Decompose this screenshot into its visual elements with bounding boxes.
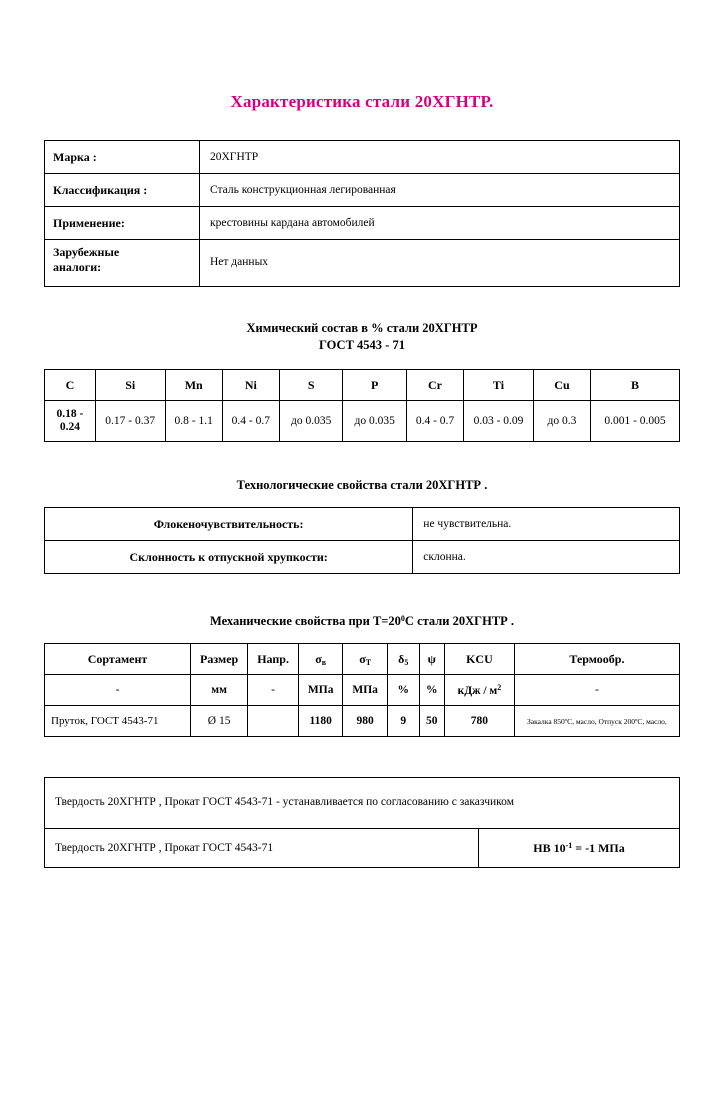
hardness-label: Твердость 20ХГНТР , Прокат ГОСТ 4543-71 — [45, 829, 479, 868]
info-label-analogi-line2: аналоги: — [53, 260, 102, 274]
mech-unit-sigma-v: МПа — [298, 675, 342, 706]
table-row — [45, 829, 680, 868]
chem-standard: ГОСТ 4543 - 71 — [319, 338, 405, 352]
chem-header-cr: Cr — [406, 370, 463, 401]
mech-header-sigma-v — [298, 644, 342, 675]
chem-value-mn: 0.8 - 1.1 — [165, 401, 222, 442]
chem-header-b: B — [591, 370, 680, 401]
info-label-analogi-line1: Зарубежные — [53, 245, 120, 259]
spacer — [44, 629, 680, 643]
chem-value-p: до 0.035 — [343, 401, 407, 442]
mech-value-sigma-t: 980 — [343, 706, 387, 737]
chem-value-cu: до 0.3 — [533, 401, 590, 442]
info-label-klassifikaciya: Классификация : — [45, 174, 200, 207]
chem-header-p: P — [343, 370, 407, 401]
table-row — [45, 141, 680, 174]
spacer — [44, 574, 680, 614]
mechanical-properties-table — [44, 643, 680, 737]
mech-unit-kcu-text: кДж / м — [457, 685, 498, 697]
chem-value-s: до 0.035 — [279, 401, 343, 442]
mech-value-razmer: Ø 15 — [191, 706, 248, 737]
chem-header-mn: Mn — [165, 370, 222, 401]
table-row — [45, 401, 680, 442]
mech-value-sortament: Пруток, ГОСТ 4543-71 — [45, 706, 191, 737]
mech-heading-part2: С стали 20ХГНТР . — [404, 614, 515, 628]
chem-header-c: C — [45, 370, 96, 401]
mech-heading — [44, 614, 680, 629]
mech-header-sigma-v-symbol: σ — [315, 651, 322, 666]
chem-value-si: 0.17 - 0.37 — [95, 401, 165, 442]
mech-unit-kcu-sup: 2 — [497, 683, 502, 692]
mech-header-delta-symbol: δ — [398, 651, 405, 666]
document-page — [0, 92, 724, 1116]
table-row — [45, 240, 680, 287]
hardness-value-part2: = -1 МПа — [572, 840, 625, 855]
chem-header-cu: Cu — [533, 370, 590, 401]
chem-header-si: Si — [95, 370, 165, 401]
info-value-klassifikaciya: Сталь конструкционная легированная — [200, 174, 680, 207]
info-label-marka: Марка : — [45, 141, 200, 174]
chem-value-ti: 0.03 - 0.09 — [464, 401, 534, 442]
chem-value-b: 0.001 - 0.005 — [591, 401, 680, 442]
info-label-primenenie: Применение: — [45, 207, 200, 240]
mech-value-sigma-v: 1180 — [298, 706, 342, 737]
spacer — [44, 493, 680, 507]
page-title: Характеристика стали 20ХГНТР. — [230, 92, 494, 111]
chem-value-ni: 0.4 - 0.7 — [222, 401, 279, 442]
mech-value-termo: Закалка 850ºС, масло, Отпуск 200ºС, масло, — [514, 706, 679, 737]
table-row — [45, 706, 680, 737]
mech-header-razmer: Размер — [191, 644, 248, 675]
spacer — [44, 737, 680, 777]
mech-header-kcu: KCU — [445, 644, 515, 675]
mech-heading-sup: 0 — [400, 614, 405, 623]
info-label-analogi — [45, 240, 200, 287]
hardness-note: Твердость 20ХГНТР , Прокат ГОСТ 4543-71 - устанавливается по согласованию с заказчиком — [45, 778, 680, 829]
mech-header-psi: ψ — [419, 644, 444, 675]
mech-unit-sigma-t: МПа — [343, 675, 387, 706]
hardness-value — [479, 829, 680, 868]
tech-property-flokeno: Флокеночувствительность: — [45, 508, 413, 541]
mech-value-psi: 50 — [419, 706, 444, 737]
chem-heading: Химический состав в % стали 20ХГНТР — [246, 321, 478, 335]
table-header-row — [45, 370, 680, 401]
table-row — [45, 541, 680, 574]
spacer — [44, 287, 680, 321]
mech-unit-razmer: мм — [191, 675, 248, 706]
tech-property-hrupkost: Склонность к отпускной хрупкости: — [45, 541, 413, 574]
mech-header-sigma-t-symbol: σ — [359, 651, 366, 666]
chemical-composition-table — [44, 369, 680, 442]
tech-value-flokeno: не чувствительна. — [413, 508, 680, 541]
chem-header-s: S — [279, 370, 343, 401]
table-row — [45, 778, 680, 829]
mech-header-sigma-t — [343, 644, 387, 675]
mech-unit-sortament: - — [45, 675, 191, 706]
spacer — [44, 442, 680, 478]
table-header-row — [45, 644, 680, 675]
tech-heading: Технологические свойства стали 20ХГНТР . — [236, 478, 488, 492]
mech-value-kcu: 780 — [445, 706, 515, 737]
technological-properties-table — [44, 507, 680, 574]
hardness-table — [44, 777, 680, 868]
mech-header-delta-sub: 5 — [404, 657, 409, 667]
tech-value-hrupkost: склонна. — [413, 541, 680, 574]
mech-unit-delta: % — [387, 675, 419, 706]
table-row — [45, 508, 680, 541]
hardness-value-sup: -1 — [565, 840, 573, 850]
info-value-marka: 20ХГНТР — [200, 141, 680, 174]
mech-unit-kcu — [445, 675, 515, 706]
chem-value-c: 0.18 - 0.24 — [45, 401, 96, 442]
mech-unit-napr: - — [248, 675, 299, 706]
chem-value-cr: 0.4 - 0.7 — [406, 401, 463, 442]
mech-value-napr — [248, 706, 299, 737]
mech-header-sortament: Сортамент — [45, 644, 191, 675]
table-row — [45, 174, 680, 207]
hardness-value-part1: HB 10 — [533, 840, 566, 855]
chem-header-ni: Ni — [222, 370, 279, 401]
mech-unit-termo: - — [514, 675, 679, 706]
steel-info-table — [44, 140, 680, 287]
table-row — [45, 207, 680, 240]
info-value-analogi: Нет данных — [200, 240, 680, 287]
mech-value-delta: 9 — [387, 706, 419, 737]
mech-header-sigma-v-sub: в — [321, 657, 327, 667]
info-value-primenenie: крестовины кардана автомобилей — [200, 207, 680, 240]
mech-header-termo: Термообр. — [514, 644, 679, 675]
mech-header-napr: Напр. — [248, 644, 299, 675]
spacer — [44, 353, 680, 369]
mech-header-delta — [387, 644, 419, 675]
mech-header-sigma-t-sub: Т — [365, 657, 372, 667]
mech-unit-psi: % — [419, 675, 444, 706]
chem-header-ti: Ti — [464, 370, 534, 401]
table-units-row — [45, 675, 680, 706]
mech-heading-part1: Механические свойства при Т=20 — [209, 614, 401, 628]
